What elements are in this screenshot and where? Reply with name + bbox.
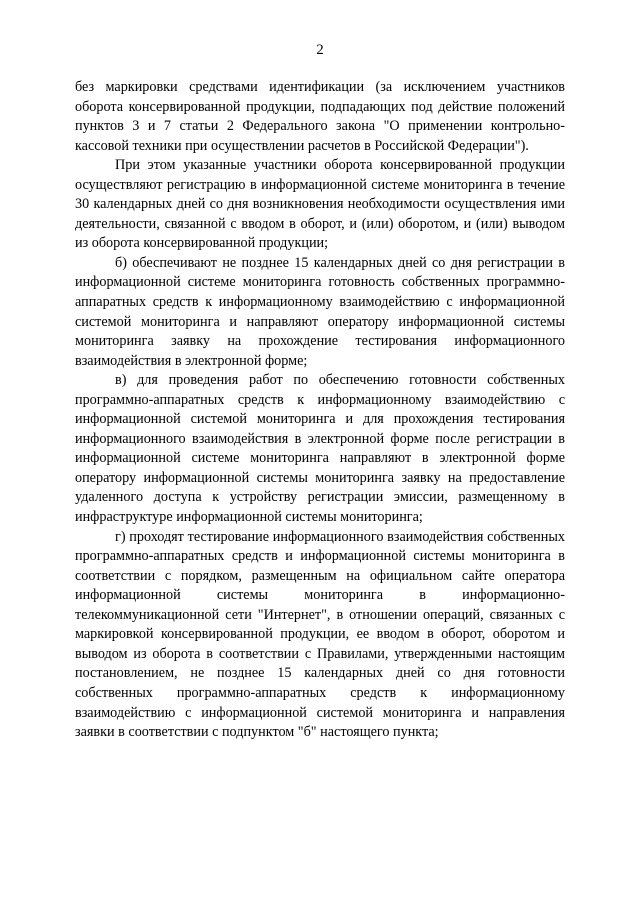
paragraph-subitem-g: г) проходят тестирование информационного взаимодействия собственных программно-аппаратных средств и информационной системы мониторинга в соответствии с порядком, размещенным на официальном сайте оператора информационной системы мониторинга в информационно-телекоммуникационной сети "Интернет", в отношении операций, связанных с маркировкой консервированной продукции, ее вводом в оборот, оборотом и выводом из оборота в соответствии с Правилами, утвержденными настоящим постановлением, не позднее 15 календарных дней со дня готовности собственных программно-аппаратных средств к информационному взаимодействию с информационной системой мониторинга и направления заявки в соответствии с подпунктом "б" настоящего пункта; [75, 528, 565, 741]
document-body [75, 78, 565, 743]
paragraph-subitem-b: б) обеспечивают не позднее 15 календарных дней со дня регистрации в информационной системе мониторинга готовность собственных программно-аппаратных средств к информационному взаимодействию с информационной системой мониторинга и направляют оператору информационной системы мониторинга заявку на прохождение тестирования информационного взаимодействия в электронной форме; [75, 254, 565, 369]
paragraph-subitem-v: в) для проведения работ по обеспечению готовности собственных программно-аппаратных средств к информационному взаимодействию с информационной системой мониторинга и для прохождения тестирования информационного взаимодействия в электронной форме после регистрации в информационной системе мониторинга направляют в электронной форме оператору информационной системы мониторинга заявку на предоставление удаленного доступа к устройству регистрации эмиссии, размещенному в инфраструктуре информационной системы мониторинга; [75, 372, 565, 526]
paragraph-registration-note: При этом указанные участники оборота консервированной продукции осуществляют регистрацию в информационной системе мониторинга в течение 30 календарных дней со дня возникновения необходимости осуществления ими деятельности, связанной с вводом в оборот, и (или) оборотом, и (или) выводом из оборота консервированной продукции; [75, 157, 565, 252]
paragraph-continuation: без маркировки средствами идентификации (за исключением участников оборота консервированной продукции, подпадающих под действие положений пунктов 3 и 7 статьи 2 Федерального закона "О применении контрольно-кассовой техники при осуществлении расчетов в Российской Федерации"). [75, 79, 565, 154]
page-number: 2 [316, 42, 324, 58]
